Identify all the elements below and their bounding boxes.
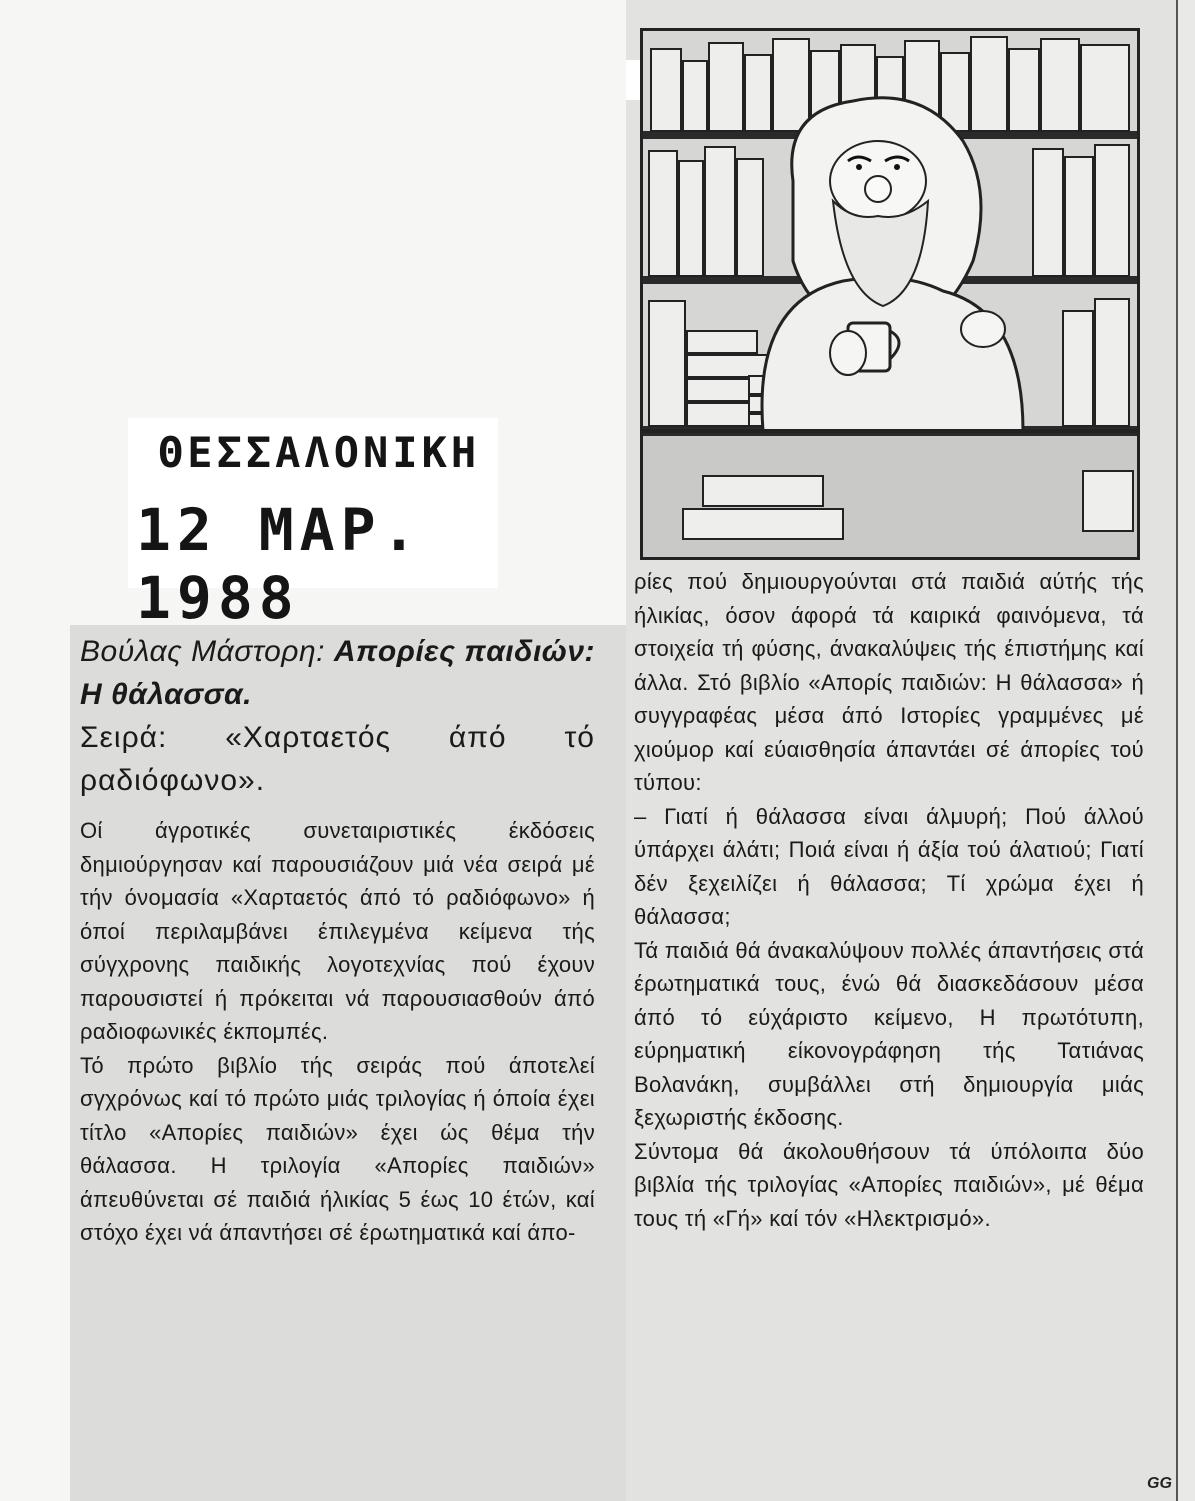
body-paragraph: Σύντομα θά άκολουθήσουν τά ύπόλοιπα δύο βιβλία τής τριλογίας «Απορίες παιδιών», μέ θέμα τους τή «Γή» καί τόν «Ηλεκτρισμό». xyxy=(634,1138,1144,1231)
right-column xyxy=(634,565,1144,1235)
stamp-city: ΘΕΣΣΑΛΟΝΙΚΗ xyxy=(158,428,481,477)
cartoon-illustration xyxy=(640,28,1140,560)
date-stamp xyxy=(128,418,498,632)
watermark-logo: GG xyxy=(1147,1475,1172,1492)
body-paragraph: – Γιατί ή θάλασσα είναι άλμυρή; Πού άλλού ύπάρχει άλάτι; Ποιά είναι ή άξία τού άλατιού; Γιατί δέν ξεχειλίζει ή θάλασσα; Τί χρώμα έχει ή θάλασσα; xyxy=(634,803,1144,929)
headline-series: Σειρά: «Χαρταετός άπό τό ραδιόφωνο». xyxy=(80,721,595,797)
headline-title: Απορίες παιδιών: Η θάλασσα. xyxy=(80,635,595,711)
left-column xyxy=(80,630,595,1250)
article-headline xyxy=(80,630,595,802)
body-paragraph: ρίες πού δημιουργούνται στά παιδιά αύτής τής ήλικίας, όσον άφορά τά καιρικά φαινόμενα, τά στοιχεία τή φύσης, άνακαλύψεις τής έπιστήμης καί άλλα. Στό βιβλίο «Απορίς παιδιών: Η θάλασσα» ή συγγραφέας μέσα άπό Ιστορίες γραμμένες μέ χιούμορ καί εύαισθησία άπαντάει σέ άπορίες τού τύπου: xyxy=(634,569,1144,795)
page-edge xyxy=(1176,0,1195,1501)
body-paragraph: Οί άγροτικές συνεταιριστικές έκδόσεις δημιούργησαν καί παρουσιάζουν μιά νέα σειρά μέ τήν όνομασία «Χαρταετός άπό τό ραδιόφωνο» ή όποί περιλαμβάνει έπιλεγμένα κείμενα τής σύγχρονης παιδικής λογοτεχνίας πού έχουν παρουσιστεί ή πρόκειται νά παρουσιασθούν άπό ραδιοφωνικές έκπομπές. xyxy=(80,818,595,1044)
bearded-reader-drawing xyxy=(643,31,1137,557)
body-paragraph: Τό πρώτο βιβλίο τής σειράς πού άποτελεί σγχρόνως καί τό πρώτο μιάς τριλογίας ή όποία έχει τίτλο «Απορίες παιδιών» έχει ώς θέμα τήν θάλασσα. Η τριλογία «Απορίες παιδιών» άπευθύνεται σέ παιδιά ήλικίας 5 έως 10 έτών, καί στόχο έχει νά άπαντήσει σέ έρωτηματικά καί άπο- xyxy=(80,1052,595,1245)
headline-author: Βούλας Μάστορη: xyxy=(80,635,334,668)
stamp-date: 12 ΜΑΡ. 1988 xyxy=(136,496,423,632)
body-paragraph: Τά παιδιά θά άνακαλύψουν πολλές άπαντήσεις στά έρωτηματικά τους, ένώ θά διασκεδάσουν μέσα άπό τό εύχάριστο κείμενο, Η πρωτότυπη, εύρηματική είκονογράφηση τής Τατιάνας Βολανάκη, συμβάλλει στή δημιουργία μιάς ξεχωριστής έκδοσης. xyxy=(634,937,1144,1130)
